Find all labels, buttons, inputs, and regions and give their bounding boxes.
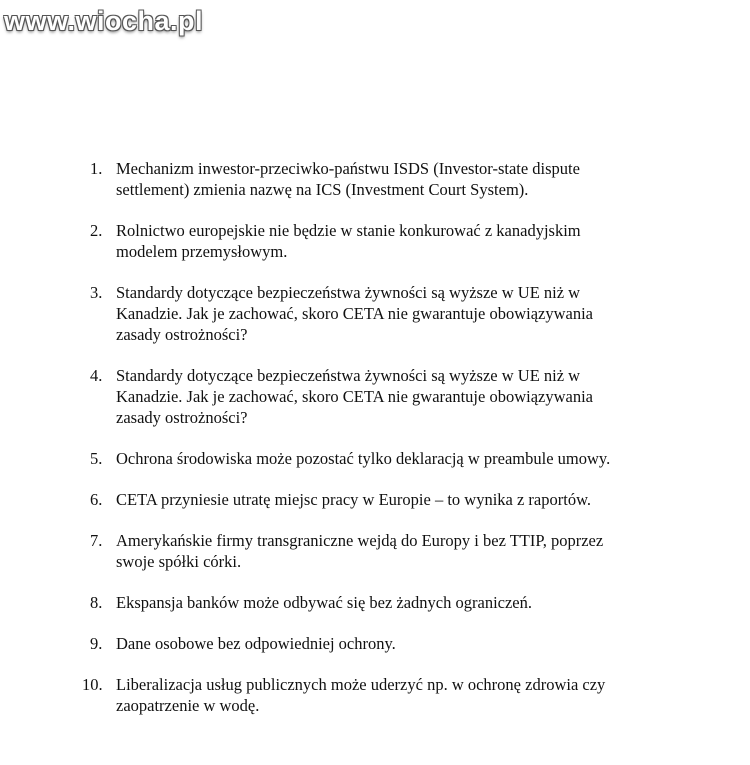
watermark-logo: www.wiocha.pl [4,6,204,36]
numbered-list [0,158,750,736]
item-text: Mechanizm inwestor-przeciwko-państwu ISDS (Investor-state dispute settlement) zmienia nazwę na ICS (Investment Court System). [116,159,580,199]
list-item [0,448,750,469]
item-number: 10. [82,675,103,694]
list-item [0,489,750,510]
item-text: Dane osobowe bez odpowiedniej ochrony. [116,634,396,653]
list-item [0,633,750,654]
item-number: 2. [90,221,103,240]
item-number: 3. [90,283,103,302]
item-text: Amerykańskie firmy transgraniczne wejdą do Europy i bez TTIP, poprzez swoje spółki córki. [116,531,604,571]
item-number: 1. [90,159,103,178]
item-text: Liberalizacja usług publicznych może uderzyć np. w ochronę zdrowia czy zaopatrzenie w wodę. [116,675,606,715]
list-item [0,365,750,428]
item-text: Standardy dotyczące bezpieczeństwa żywności są wyższe w UE niż w Kanadzie. Jak je zachować, skoro CETA nie gwarantuje obowiązywania zasady ostrożności? [116,366,593,427]
item-number: 8. [90,593,103,612]
item-number: 7. [90,531,103,550]
item-text: Ekspansja banków może odbywać się bez żadnych ograniczeń. [116,593,533,612]
list-item [0,674,750,716]
list-item [0,158,750,200]
item-number: 4. [90,366,103,385]
item-text: CETA przyniesie utratę miejsc pracy w Europie – to wynika z raportów. [116,490,592,509]
list-item [0,592,750,613]
list-item [0,530,750,572]
item-text: Ochrona środowiska może pozostać tylko deklaracją w preambule umowy. [116,449,611,468]
list-item [0,220,750,262]
item-number: 5. [90,449,103,468]
list-item [0,282,750,345]
item-number: 6. [90,490,103,509]
item-number: 9. [90,634,103,653]
item-text: Rolnictwo europejskie nie będzie w stanie konkurować z kanadyjskim modelem przemysłowym. [116,221,581,261]
item-text: Standardy dotyczące bezpieczeństwa żywności są wyższe w UE niż w Kanadzie. Jak je zachować, skoro CETA nie gwarantuje obowiązywania zasady ostrożności? [116,283,593,344]
